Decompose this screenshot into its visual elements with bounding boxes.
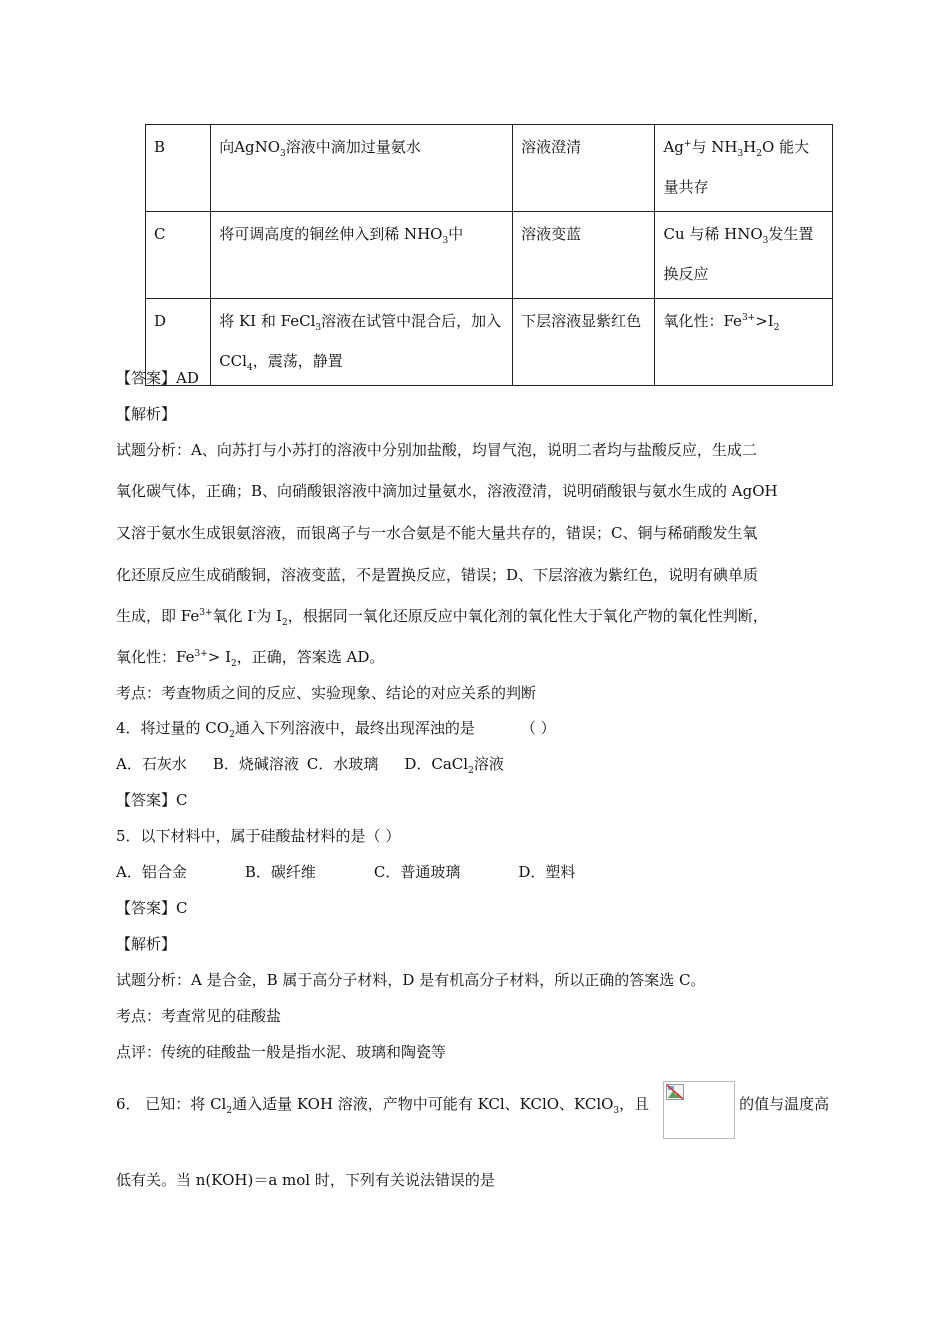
experiment-table [145,124,833,386]
q5-stem: 5．以下材料中，属于硅酸盐材料的是（ ） [116,827,401,845]
option-c: C．普通玻璃 [373,863,461,881]
phenomenon-cell: 下层溶液显紫红色 [513,299,655,386]
q3-kaodian: 考点：考查物质之间的反应、实验现象、结论的对应关系的判断 [116,684,537,702]
option-b: B．碳纤维 [244,863,316,881]
q3-analysis-heading: 【解析】 [116,405,177,423]
q3-analysis-line: 生成，即 $Fe^{3+}$氧化 I-为 $I_2$，根据同一氧化还原反应中氧化剂的氧化性大于氧化产物的氧化性判断， [116,607,768,628]
conclusion-cell: Ag+与 $NH_3H_2O$ 能大量共存 [655,125,833,212]
row-label: D [146,299,211,386]
q3-analysis-line: 氧化碳气体，正确；B、向硝酸银溶液中滴加过量氨水，溶液澄清，说明硝酸银与氨水生成的 AgOH [116,482,778,500]
operation-cell: 将可调高度的铜丝伸入到稀 $NHO_3$中 [211,212,513,299]
q4-stem: 4．将过量的 $CO_2$通入下列溶液中，最终出现浑浊的是 （ ） [116,719,556,740]
option-a: A．铝合金 [116,863,187,881]
q6-stem: 6． 已知：将 $Cl_2$通入适量 KOH 溶液，产物中可能有 KCl、KClO、KClO$_3$，且 的值与温度高 [116,1095,830,1116]
q5-analysis: 试题分析：A 是合金，B 属于高分子材料，D 是有机高分子材料，所以正确的答案选 C。 [116,971,706,989]
q3-analysis-line: 氧化性：$Fe^{3+}> I_2$，正确，答案选 AD。 [116,648,385,669]
q3-analysis-line: 试题分析：A、向苏打与小苏打的溶液中分别加盐酸，均冒气泡，说明二者均与盐酸反应，生成二 [116,441,757,459]
operation-cell: 向AgNO$_3$溶液中滴加过量氨水 [211,125,513,212]
q5-answer: 【答案】C [116,899,188,917]
option-b: B．烧碱溶液 [212,755,299,773]
option-a: A．石灰水 [116,755,187,773]
q5-kaodian: 考点：考查常见的硅酸盐 [116,1007,282,1025]
q4-answer: 【答案】C [116,791,188,809]
row-label: C [146,212,211,299]
table-row [146,125,833,212]
q5-options [116,862,575,882]
q6-stem-line2: 低有关。当 n(KOH)＝a mol 时，下列有关说法错误的是 [116,1171,495,1189]
conclusion-cell: 氧化性：$Fe^{3+}>I_2$ [655,299,833,386]
q3-answer: 【答案】AD [116,369,199,387]
phenomenon-cell: 溶液澄清 [513,125,655,212]
option-d: D．塑料 [518,863,576,881]
option-c: C．水玻璃 [306,755,379,773]
conclusion-cell: Cu 与稀 $HNO_3$发生置换反应 [655,212,833,299]
row-label: B [146,125,211,212]
operation-cell: 将 KI 和 FeCl$_3$溶液在试管中混合后，加入 CCl$_4$，震荡，静置 [211,299,513,386]
table-row [146,299,833,386]
q3-analysis-line: 化还原反应生成硝酸铜，溶液变蓝，不是置换反应，错误；D、下层溶液为紫红色，说明有碘单质 [116,566,759,584]
q3-analysis-line: 又溶于氨水生成银氨溶液，而银离子与一水合氨是不能大量共存的，错误；C、铜与稀硝酸发生氧 [116,524,758,542]
q4-options [116,754,504,774]
broken-image-icon [666,1084,684,1100]
table-row [146,212,833,299]
q5-analysis-heading: 【解析】 [116,935,177,953]
q5-dianping: 点评：传统的硅酸盐一般是指水泥、玻璃和陶瓷等 [116,1043,447,1061]
option-d: D．CaCl$_2$溶液 [404,755,504,776]
phenomenon-cell: 溶液变蓝 [513,212,655,299]
formula-image-placeholder [663,1081,735,1139]
